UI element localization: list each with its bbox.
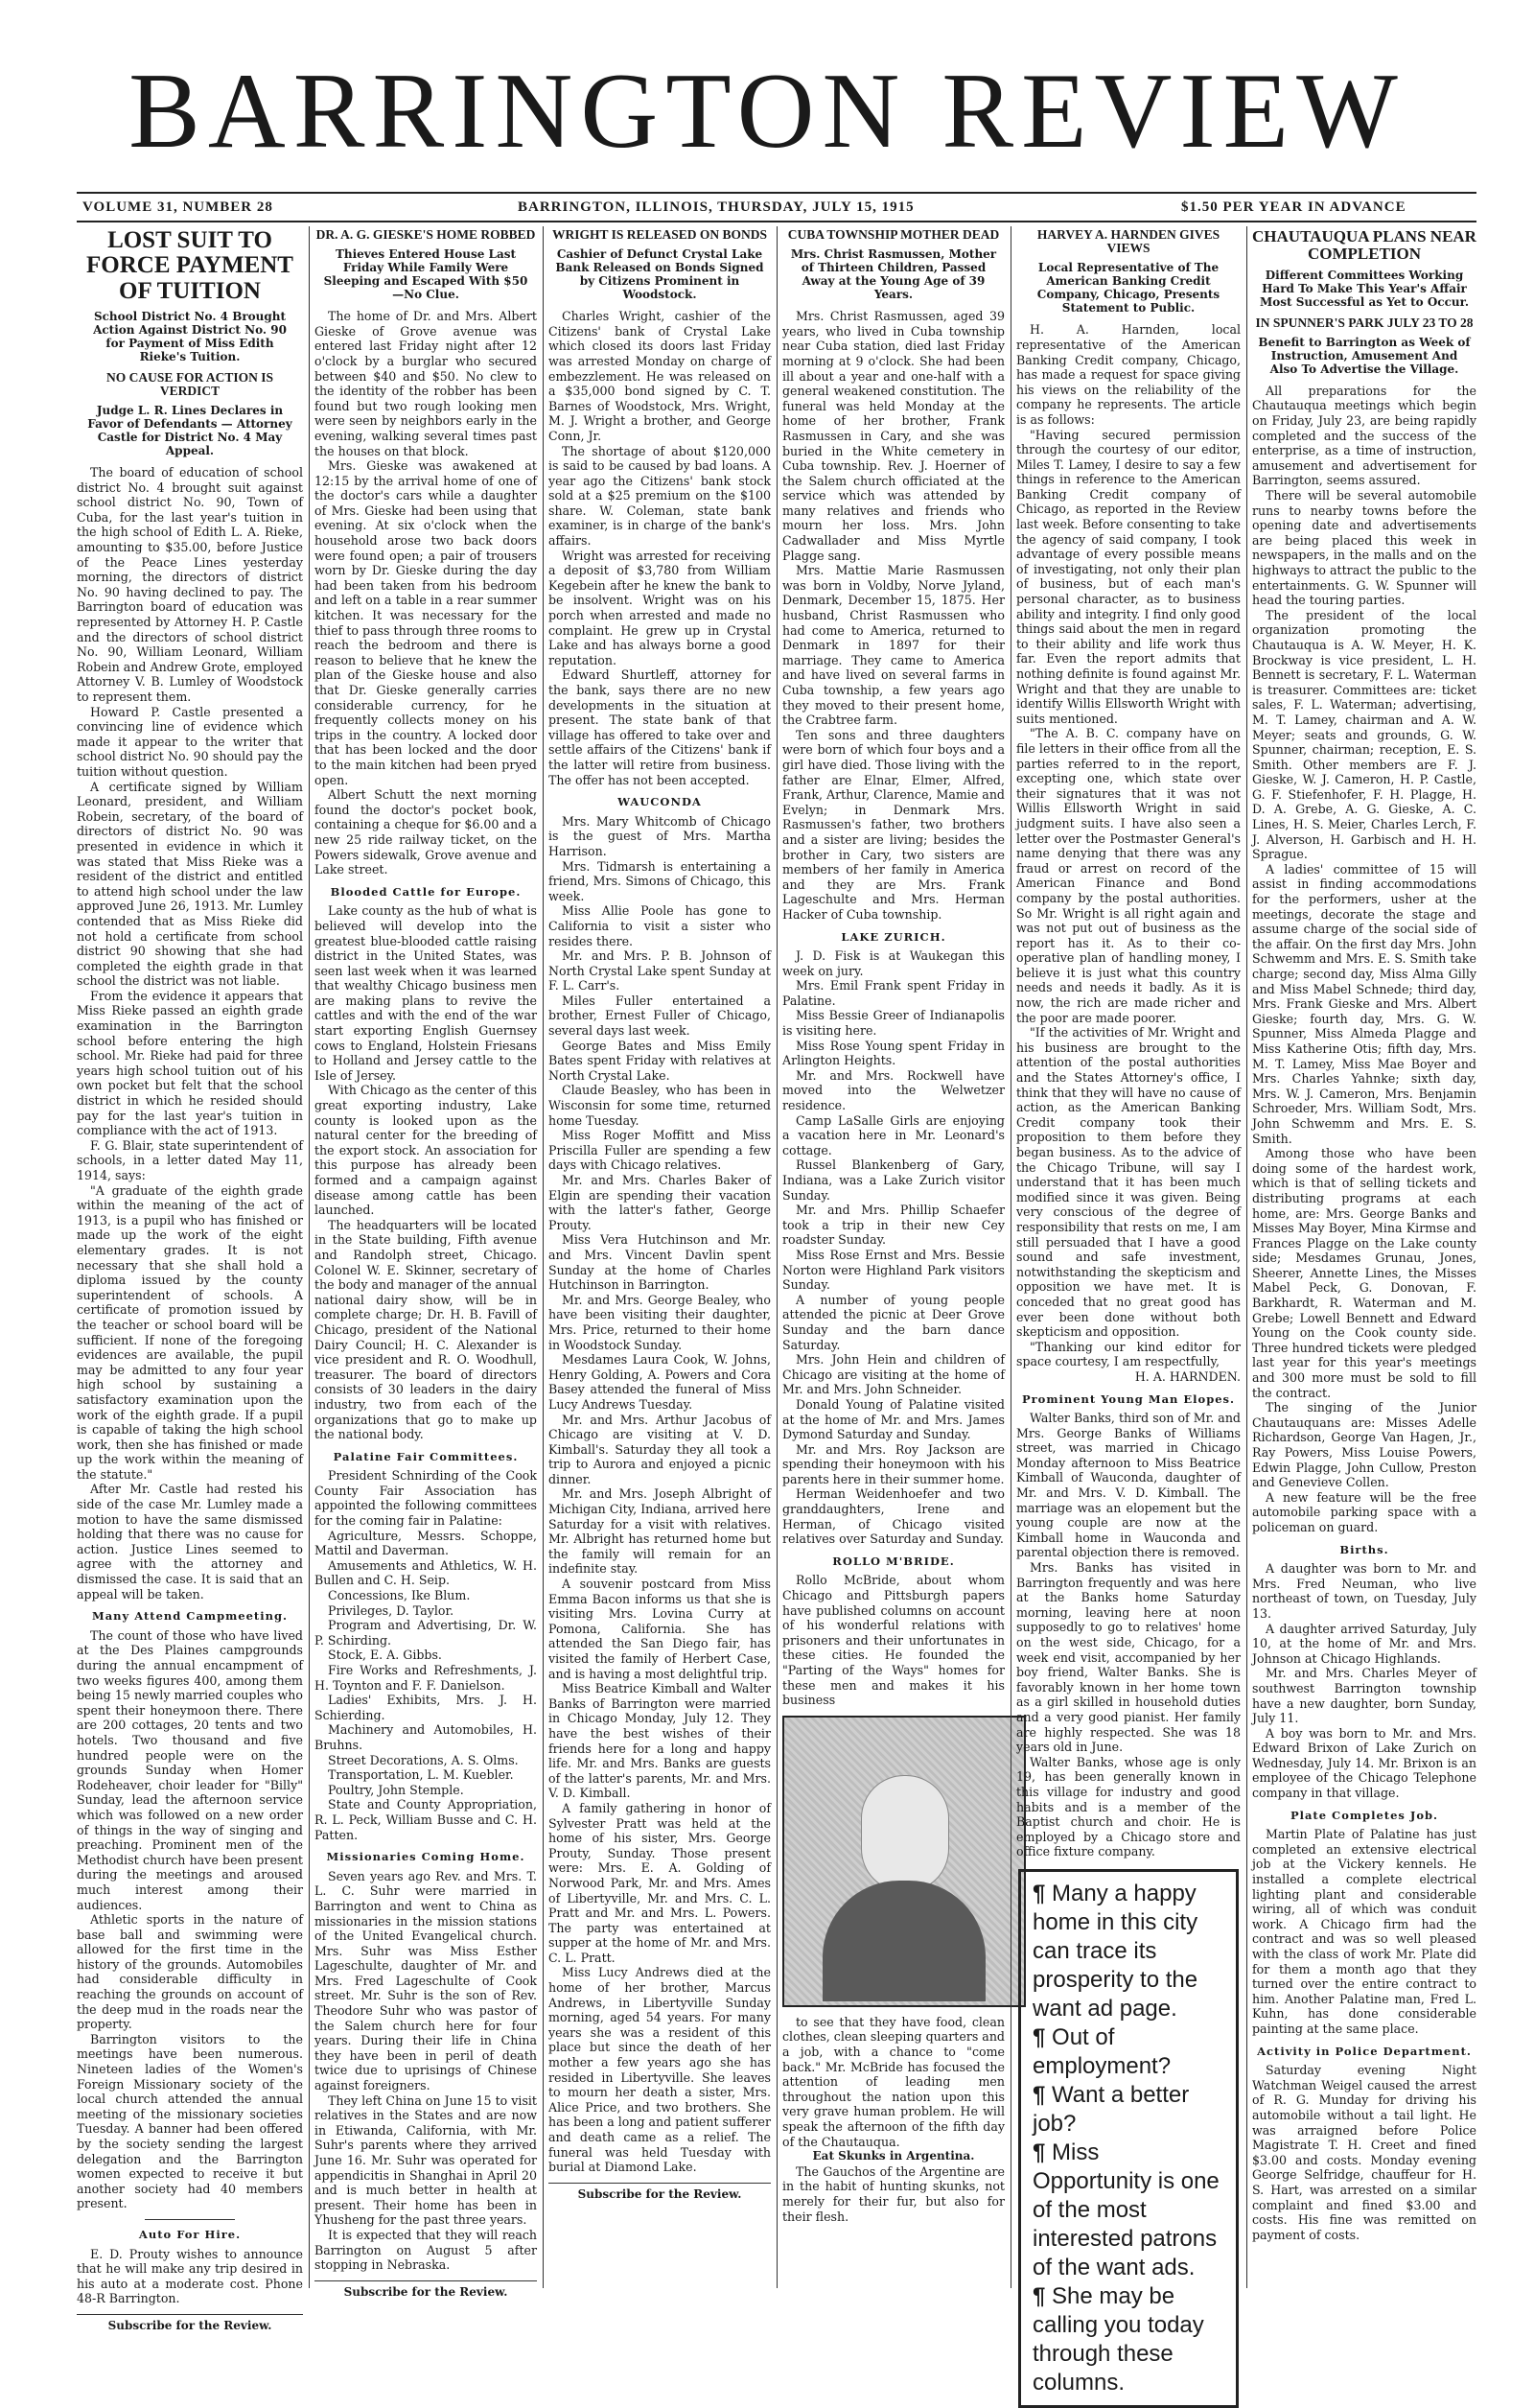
headline-verdict: NO CAUSE FOR ACTION IS VERDICT (105, 369, 274, 398)
paragraph: Walter Banks, third son of Mr. and Mrs. George Banks of Williams street, was married in Chicago Monday afternoon to Miss Beatrice Kimball of Wauconda, daughter of Mr. and Mrs. V. D. Kimball. The marriage was an elopement but the young couple are now at the Kimball home in Wauconda and parental objection there is removed. (1016, 1411, 1241, 1560)
paragraph: Lake county as the hub of what is believed will develop into the greatest blue-blooded cattle raising district in the United States, was seen last week when it was learned that wealthy Chicago business men are making plans to revive the cattles and with the end of the war start exporting English Guernsey cows to England, Holstein Friesans to Holland and Jersey cattle to the Isle of Jersey. (314, 903, 537, 1083)
subheading-wauconda: WAUCONDA (617, 795, 702, 809)
paragraph: A daughter was born to Mr. and Mrs. Fred Neuman, who live northeast of town, on Tuesday, July 13. (1252, 1561, 1476, 1621)
column-2 (314, 226, 537, 2299)
paragraph: Russel Blankenberg of Gary, Indiana, was a Lake Zurich visitor Sunday. (782, 1157, 1005, 1203)
paragraph: Miss Allie Poole has gone to California to visit a sister who resides there. (548, 903, 771, 948)
subheading-births: Births. (1339, 1542, 1389, 1556)
paragraph: Athletic sports in the nature of base ball and swimming were allowed for the first time in the history of the grounds. Automobiles had considerable difficulty in reaching the grounds on account of the deep mud in the roads near the property. (77, 1912, 303, 2032)
ad-line: ¶ Want a better job? (1033, 2081, 1190, 2137)
column-rule (777, 226, 778, 2288)
paragraph: Miss Vera Hutchinson and Mr. and Mrs. Vincent Davlin spent Sunday at the home of Charles Hutchinson in Barrington. (548, 1232, 771, 1293)
paragraph: Miss Roger Moffitt and Miss Priscilla Fuller are spending a few days with Chicago relatives. (548, 1128, 771, 1173)
paragraph: Miss Beatrice Kimball and Walter Banks of Barrington were married in Chicago Monday, July 12. They have the best wishes of their friends here for a long and happy life. Mr. and Mrs. Banks are guests of the latter's parents, Mr. and Mrs. V. D. Kimball. (548, 1681, 771, 1801)
paragraph: Mrs. Gieske was awakened at 12:15 by the arrival home of one of the doctor's cars while a daughter of Mrs. Gieske had been using that evening. At six o'clock when the household arose two back doors were found open; a pair of trousers worn by Dr. Gieske during the day had been taken from his bedroom and left on a table in a rear summer kitchen. It was necessary for the thief to pass through three rooms to reach the bedroom and there is reason to believe that he knew the plan of the Gieske house and also that Dr. Gieske generally carries considerable currency, for he frequently collects money on his trips in the country. A locked door that has been locked and the door to the main kitchen had been pryed open. (314, 458, 537, 787)
paragraph: Mrs. Mattie Marie Rasmussen was born in Voldby, Norve Jyland, Denmark, December 15, 1875. Her husband, Christ Rasmussen who had come to America, returned to Denmark in 1897 for their marriage. They came to America and have lived on several farms in Cuba township, a few years ago they moved to their present home, the Crabtree farm. (782, 563, 1005, 728)
paragraph: Street Decorations, A. S. Olms. (328, 1752, 519, 1767)
paragraph: Mr. and Mrs. Arthur Jacobus of Chicago are visiting at V. D. Kimball's. Saturday they all took a trip to Aurora and enjoyed a picnic dinner. (548, 1412, 771, 1486)
newspaper-title: BARRINGTON REVIEW (128, 52, 1406, 171)
portrait-photo (782, 1716, 1026, 2007)
column-5 (1016, 226, 1241, 2396)
paragraph: Mr. and Mrs. P. B. Johnson of North Crystal Lake spent Sunday at F. L. Carr's. (548, 948, 771, 994)
paragraph: The board of education of school district No. 4 brought suit against school district No. 90, Town of Cuba, for the last year's tuition in the high school of Edith L. A. Rieke, amounting to $35.00, before Justice of the Peace Lines yesterday morning, the directors of district No. 90 having declined to pay. The Barrington board of education was represented by Attorney H. P. Castle and the directors of school district No. 90, William Leonard, William Robein and Andrew Grote, employed Attorney V. B. Lumley of Woodstock to represent them. (77, 465, 303, 704)
paragraph: Mr. and Mrs. Roy Jackson are spending their honeymoon with his parents here in their summer home. (782, 1441, 1005, 1486)
paragraph: "If the activities of Mr. Wright and his business are brought to the attention of the postal authorities and the States Attorney's office, I think that they will have no cause of action, as the American Banking Credit company took their proposition to them before they began business. As to the advice of the Chicago Tribune, will say I understand that it has been much modified since it was given. Being very conscious of the degree of responsibility that rests on me, I am still persuaded that I have a good sound and safe investment, notwithstanding the skepticism and opposition we have met. It is conceded that no great good has ever been done without both skepticism and opposition. (1016, 1025, 1241, 1340)
paragraph: A souvenir postcard from Miss Emma Bacon informs us that she is visiting Mrs. Lovina Curry at Pomona, California. She has attended the San Diego fair, has visited the family of Herbert Case, and is having a most delightful trip. (548, 1577, 771, 1681)
column-rule (1246, 226, 1247, 2288)
paragraph: Walter Banks, whose age is only 19, has been generally known in this village for industry and good habits and is a member of the Baptist church and choir. He is employed by a Chicago store and office fixture company. (1016, 1754, 1241, 1859)
headline-gieske-robbery: DR. A. G. GIESKE'S HOME ROBBED (315, 227, 536, 242)
column-rule (543, 226, 544, 2288)
subheading-rollo-mcbride: ROLLO M'BRIDE. (832, 1554, 955, 1568)
paragraph: Mr. and Mrs. Charles Baker of Elgin are spending their vacation with the latter's father, George Prouty. (548, 1173, 771, 1232)
paragraph: The home of Dr. and Mrs. Albert Gieske of Grove avenue was entered last Friday night after 12 o'clock by a burglar who secured between $40 and $50. No clew to the identity of the robber has been found but two rough looking men were seen by neighbors early in the evening, walking several times past the houses on that block. (314, 309, 537, 458)
headline-tuition-suit: LOST SUIT TO FORCE PAYMENT OF TUITION (86, 227, 293, 304)
paragraph: A number of young people attended the picnic at Deer Grove Sunday and the barn dance Saturday. (782, 1292, 1005, 1352)
paragraph: H. A. Harnden, local representative of the American Banking Credit company, Chicago, has made a request for space giving his views on the reliability of the company he represents. The article is as follows: (1016, 322, 1241, 427)
dateline: BARRINGTON, ILLINOIS, THURSDAY, JULY 15, 1915 (518, 199, 915, 215)
paragraph: Mrs. Mary Whitcomb of Chicago is the guest of Mrs. Martha Harrison. (548, 813, 771, 858)
paragraph: The shortage of about $120,000 is said to be caused by bad loans. A year ago the Citizens' bank stock sold at a $25 premium on the $100 share. W. Coleman, state bank examiner, is in charge of the bank's affairs. (548, 443, 771, 549)
paragraph: "A graduate of the eighth grade within the meaning of the act of 1913, is a pupil who has finished or made up the work of the eight elementary grades. It is not necessary that she shall hold a diploma issued by the county superintendent of schools. A certificate of promotion issued by the teacher or school board will be sufficient. If none of the foregoing evidences are available, the pupil may be admitted to any four year high school by sustaining a satisfactory examination upon the work of the eighth grade. If a pupil is capable of taking the high school work, then she has finished or made up the work within the meaning of the statute." (77, 1182, 303, 1482)
paragraph: Concessions, Ike Blum. (328, 1588, 471, 1603)
paragraph: They left China on June 15 to visit relatives in the States and are now in Etiwanda, California, with Mr. Suhr's parents where they arrived June 16. Mr. Suhr was operated for appendicitis in Shanghai in April 20 and is much better in health at present. Their home has been in Yhusheng for the past three years. (314, 2092, 537, 2228)
paragraph: Agriculture, Messrs. Schoppe, Mattil and Daverman. (314, 1528, 537, 1558)
pilcrow-icon: ¶ (1033, 2139, 1046, 2165)
paragraph: Saturday evening Night Watchman Weigel caused the arrest of R. G. Munday for driving his automobile without a tail light. He was arraigned before Police Magistrate T. H. Creet and fined $3.00 and costs. Monday evening George Selfridge, chauffeur for H. S. Hart, was arrested on a similar complaint and fined $3.00 and costs. His fine was remitted on payment of costs. (1252, 2063, 1476, 2242)
deck-cuba-mother: Mrs. Christ Rasmussen, Mother of Thirteen Children, Passed Away at the Young Age of 39 Years. (790, 247, 997, 302)
news-columns (77, 226, 1476, 2396)
pilcrow-icon: ¶ (1033, 2081, 1046, 2108)
paragraph: A new feature will be the free automobile parking space with a policeman on guard. (1252, 1489, 1476, 1534)
paragraph: Among those who have been doing some of the hardest work, which is that of selling tickets and distributing programs at each home, are: Mrs. George Banks and Misses May Boyer, Mina Kirmse and Frances Plagge on the Lake county side; Mesdames Grunau, Jones, Sheerer, Annette Lines, the Misses Mabel Peck, G. Donovan, F. Barkhardt, R. Waterman and M. Grebe; Lowell Bennett and Edward Young on the Cook county side. Three hundred tickets were pledged last year for this year's meetings and 300 more must be sold to fill the contract. (1252, 1146, 1476, 1400)
paragraph: George Bates and Miss Emily Bates spent Friday with relatives at North Crystal Lake. (548, 1038, 771, 1083)
paragraph: The count of those who have lived at the Des Plaines campgrounds during the annual encampment of two weeks figures 400, among them being 15 newly married couples who spent their honeymoon there. There are 200 cottages, 20 tents and two hotels. Two thousand and five hundred people were on the grounds Sunday when Homer Rodeheaver, choir leader for "Billy" Sunday, lead the afternoon service which was followed on a new order of things in the way of singing and preaching. Prominent men of the Methodist church have been present during the meetings and aroused much interest among their audiences. (77, 1627, 303, 1912)
paragraph: It is expected that they will reach Barrington on August 5 after stopping in Nebraska. (314, 2227, 537, 2273)
subheading-police: Activity in Police Department. (1257, 2044, 1472, 2058)
masthead-rule-bottom (77, 221, 1476, 222)
paragraph: The president of the local organization promoting the Chautauqua is A. W. Meyer, H. K. Brockway is vice president, L. H. Bennett is secretary, F. L. Waterman is treasurer. Committees are: ticket sales, F. L. Waterman; advertising, M. T. Lamey, chairman and A. W. Meyer; seats and grounds, G. W. Spunner, chairman; reception, E. S. Smith. Other members are F. J. Gieske, W. J. Cameron, H. P. Castle, G. F. Stiefenhofer, F. H. Plagge, H. D. A. Grebe, A. G. Gieske, A. C. Lines, H. S. Meier, Charles Lerch, F. J. Alverson, H. Garbisch and H. H. Sprague. (1252, 607, 1476, 862)
paragraph: The headquarters will be located in the State building, Fifth avenue and Randolph street, Chicago. Colonel W. E. Skinner, secretary of the body and manager of the annual national dairy show, will be in complete charge; Dr. H. B. Favill of Chicago, president of the National Dairy Council; H. C. Alexander is vice president and R. O. Woodhull, treasurer. The board of directors consists of 30 leaders in the dairy industry, two from each of the organizations that go to make up the national body. (314, 1217, 537, 1442)
paragraph: "Having secured permission through the courtesy of our editor, Miles T. Lamey, I desire to say a few things in reference to the American Banking Credit company of Chicago, as reported in the Review last week. Before consenting to take the agency of said company, I took advantage of every possible means of investigating, not only their plan of business, but of each man's personal character, as to business ability and integrity. I find only good things said about the men in regard to their ability and life work thus far. Even the report admits that nothing definite is found against Mr. Wright and that they are unable to identify Willis Ellsworth Wright with suits mentioned. (1016, 427, 1241, 726)
paragraph: State and County Appropriation, R. L. Peck, William Busse and C. H. Patten. (314, 1797, 537, 1842)
deck-tuition-suit: School District No. 4 Brought Action Against District No. 90 for Payment of Miss Edith Rieke's Tuition. (93, 309, 287, 363)
paragraph: From the evidence it appears that Miss Rieke passed an eighth grade examination in the Barrington school before entering the high school. Mr. Rieke had paid for three years high school tuition out of his own pocket but felt that the school district in which he resided should pay for the last year's tuition in compliance with the act of 1913. (77, 988, 303, 1138)
paragraph: J. D. Fisk is at Waukegan this week on jury. (782, 948, 1005, 978)
paragraph: Ten sons and three daughters were born of which four boys and a girl have died. Those living with the father are Elnar, Elmer, Alfred, Frank, Arthur, Clarence, Mamie and Evelyn; in Denmark Mrs. Rasmussen's father, two brothers and a sister are living; besides the brother in Cary, two sisters are members of her family in America and they are Mrs. Frank Lageschulte and Mrs. Herman Hacker of Cuba township. (782, 727, 1005, 922)
paragraph: "Thanking our kind editor for space courtesy, I am respectfully, (1016, 1339, 1241, 1369)
paragraph: "The A. B. C. company have on file letters in their office from all the parties referred to in the report, excepting one, which state over their signatures that it was not Willis Ellsworth Wright in said judgment suits. I have also seen a letter over the Postmaster General's name denying that there was any fraud or arrest on record of the American Finance and Bond company by the postal authorities. So Mr. Wright is all right again and was not put out of business as the report has it. As to their co-operative plan of handling money, I believe it is just what this country needs and needs it badly. As it is now, the rich are made richer and the poor are made poorer. (1016, 726, 1241, 1025)
paragraph: Howard P. Castle presented a convincing line of evidence which made it appear to the writer that school district No. 90 should pay the tuition without question. (77, 704, 303, 779)
column-4 (782, 226, 1005, 2288)
paragraph: Camp LaSalle Girls are enjoying a vacation here in Mr. Leonard's cottage. (782, 1112, 1005, 1157)
headline-cuba-mother: CUBA TOWNSHIP MOTHER DEAD (787, 227, 1000, 242)
ad-line: ¶ She may be calling you today through these columns. (1033, 2282, 1204, 2396)
masthead (0, 0, 1534, 192)
headline-harnden-views: HARVEY A. HARNDEN GIVES VIEWS (1036, 227, 1220, 256)
column-1 (77, 226, 303, 2332)
paragraph: Amusements and Athletics, W. H. Bullen and C. H. Seip. (314, 1557, 537, 1588)
paragraph: Mrs. Tidmarsh is entertaining a friend, Mrs. Simons of Chicago, this week. (548, 858, 771, 903)
column-rule (309, 226, 310, 2288)
paragraph: E. D. Prouty wishes to announce that he will make any trip desired in his auto at a moderate cost. Phone 48-R Barrington. (77, 2246, 303, 2306)
paragraph: Transportation, L. M. Kuebler. (328, 1767, 514, 1783)
deck-wright-released: Cashier of Defunct Crystal Lake Bank Released on Bonds Signed by Citizens Prominent in Woodstock. (555, 247, 764, 302)
headline-wright-released: WRIGHT IS RELEASED ON BONDS (551, 227, 768, 242)
paragraph: Mrs. Christ Rasmussen, aged 39 years, who lived in Cuba township near Cuba station, died last Friday morning at 9 o'clock. She had been ill about a year and one-half with a general weakened constitution. The funeral was held Monday at the home of her brother, Frank Rasmussen in Cary, and she was buried in the White cemetery in Cuba township. Rev. J. Hoerner of the Salem church officiated at the service which was attended by many relatives and friends who mourn her loss. Mrs. John Cadwallader and Miss Myrtle Plagge sang. (782, 309, 1005, 563)
paragraph: Rollo McBride, about whom Chicago and Pittsburgh papers have published columns on account of his wonderful relations with prisoners and their unfortunates in these cities. He founded the "Parting of the Ways" homes for these men and makes it his business (782, 1573, 1005, 1708)
paragraph: A certificate signed by William Leonard, president, and William Robein, secretary, of the board of directors of district No. 90 was presented in evidence in which it was stated that Miss Rieke was a resident of the district and entitled to attend high school under the law approved June 26, 1913. Mr. Lumley contended that as Miss Rieke did not hold a certificate from school district 90 showing that she had completed the eighth grade in that school the district was not liable. (77, 779, 303, 989)
subheading-blooded-cattle: Blooded Cattle for Europe. (330, 884, 522, 899)
paragraph: Miss Rose Ernst and Mrs. Bessie Norton were Highland Park visitors Sunday. (782, 1247, 1005, 1293)
ad-line: ¶ Out of employment? (1033, 2023, 1172, 2079)
paragraph: Albert Schutt the next morning found the doctor's pocket book, containing a cheque for $6.00 and a new 25 ride railway ticket, on the Powers sidewalk, Grove avenue and Lake street. (314, 787, 537, 877)
subheading-fair-committees: Palatine Fair Committees. (333, 1449, 519, 1463)
paragraph: Fire Works and Refreshments, J. H. Toynton and F. F. Danielson. (314, 1663, 537, 1693)
subscribe-notice: Subscribe for the Review. (314, 2280, 537, 2301)
subheading-elopement: Prominent Young Man Elopes. (1021, 1391, 1236, 1406)
paragraph: A ladies' committee of 15 will assist in finding accommodations for the performers, usher at the meetings, decorate the stage and assume charge of the social side of the affair. On the first day Mrs. John Schwemm and Mrs. E. S. Smith take charge; second day, Miss Alma Gilly and Miss Mabel Schnede; third day, Mrs. Frank Gieske and Mrs. Albert Gieske; fourth day, Mrs. G. W. Spunner, Miss Almeda Plagge and Miss Katherine Otis; fifth day, Mrs. M. T. Lamey, Miss Mae Boyer and Mrs. Charles Yahnke; sixth day, Mrs. W. J. Cameron, Mrs. Benjamin Schroeder, Mrs. William Sodt, Mrs. John Schwemm and Mrs. E. S. Smith. (1252, 861, 1476, 1146)
ad-line: ¶ Miss Opportunity is one of the most interested patrons of the want ads. (1033, 2139, 1220, 2280)
subheading-plate-job: Plate Completes Job. (1290, 1808, 1439, 1822)
subheading-campmeeting: Many Attend Campmeeting. (92, 1609, 288, 1624)
paragraph: Edward Shurtleff, attorney for the bank, says there are no new developments in the situation at present. The state bank of that village has offered to take over and settle affairs of the Citizens' bank if the latter will retire from business. The offer has not been accepted. (548, 667, 771, 787)
subscribe-notice: Subscribe for the Review. (548, 2183, 771, 2203)
paragraph: Donald Young of Palatine visited at the home of Mr. and Mrs. James Dymond Saturday and Sunday. (782, 1396, 1005, 1442)
separator (145, 2219, 235, 2220)
paragraph: A daughter arrived Saturday, July 10, at the home of Mr. and Mrs. Johnson at Chicago Highlands. (1252, 1621, 1476, 1666)
portrait-body (823, 1881, 986, 2001)
paragraph: Miles Fuller entertained a brother, Ernest Fuller of Chicago, several days last week. (548, 993, 771, 1039)
portrait-face (861, 1775, 949, 1892)
paragraph: Charles Wright, cashier of the Citizens' bank of Crystal Lake which closed its doors last Friday was arrested Monday on charge of embezzlement. He was released on a $35,000 bond signed by C. T. Barnes of Woodstock, Mrs. Wright, M. J. Wright a brother, and George Conn, Jr. (548, 309, 771, 443)
paragraph: Seven years ago Rev. and Mrs. T. L. C. Suhr were married in Barrington and went to China as missionaries in the mission stations of the United Evangelical church. Mrs. Suhr was Miss Esther Lageschulte, daughter of Mr. and Mrs. Fred Lageschulte of Cook street. Mr. Suhr is the son of Rev. Theodore Suhr who was pastor of the Salem church here for four years. During their life in China they have been in peril of death twice due to uprisings of Chinese against foreigners. (314, 1868, 537, 2093)
subscription-price: $1.50 PER YEAR IN ADVANCE (1181, 199, 1406, 215)
paragraph: Barrington visitors to the meetings have been numerous. Nineteen ladies of the Women's Foreign Missionary society of the local church attended the annual meeting of the missionary societies Tuesday. A banner had been offered by the society sending the largest delegation and the Barrington women expected to receive it but another society had 40 members present. (77, 2031, 303, 2211)
paragraph: The singing of the Junior Chautauquans are: Misses Adelle Richardson, George Van Hagen, Jr., Ray Powers, Miss Louise Powers, Edwin Plagge, John Cullow, Preston and Genevieve Collen. (1252, 1400, 1476, 1490)
paragraph: The Gauchos of the Argentine are in the habit of hunting skunks, not merely for their fur, but also for their flesh. (782, 2163, 1005, 2224)
ad-line: ¶ Many a happy home in this city can trace its prosperity to the want ad page. (1033, 1880, 1198, 2022)
paragraph: Ladies' Exhibits, Mrs. J. H. Schierding. (314, 1693, 537, 1722)
paragraph: Mrs. Emil Frank spent Friday in Palatine. (782, 978, 1005, 1008)
deck-spunners-park: Benefit to Barrington as Week of Instruction, Amusement And Also To Advertise the Village. (1258, 335, 1471, 376)
paragraph: There will be several automobile runs to nearby towns before the opening date and advertisements are being placed this week in newspapers, in the malls and on the highways to attract the public to the entertainments. G. W. Spunner will head the touring parties. (1252, 488, 1476, 608)
paragraph: Miss Bessie Greer of Indianapolis is visiting here. (782, 1008, 1005, 1039)
masthead-rule-top (77, 192, 1476, 194)
paragraph: Stock, E. A. Gibbs. (328, 1648, 442, 1663)
paragraph: Poultry, John Stemple. (328, 1782, 464, 1797)
volume-number: VOLUME 31, NUMBER 28 (82, 199, 273, 215)
paragraph: Claude Beasley, who has been in Wisconsin for some time, returned home Tuesday. (548, 1083, 771, 1128)
paragraph: Privileges, D. Taylor. (328, 1602, 454, 1618)
signature: H. A. HARNDEN. (1134, 1368, 1241, 1384)
paragraph: Miss Lucy Andrews died at the home of her brother, Marcus Andrews, in Libertyville Sunday morning, aged 54 years. For many years she was a resident of this place but since the death of her mother a few years ago she has resided in Libertyville. She leaves to mourn her death a sister, Mrs. Alice Price, and two brothers. She has been a long and patient sufferer and death came as a relief. The funeral was held Tuesday with burial at Diamond Lake. (548, 1965, 771, 2175)
subheading-auto-for-hire: Auto For Hire. (138, 2227, 242, 2241)
pilcrow-icon: ¶ (1033, 2282, 1046, 2309)
paragraph: Mr. and Mrs. George Bealey, who have been visiting their daughter, Mrs. Price, returned to their home in Woodstock Sunday. (548, 1292, 771, 1352)
column-3 (548, 226, 771, 2288)
paragraph: A family gathering in honor of Sylvester Pratt was held at the home of his sister, Mrs. George Prouty, Sunday. Those present were: Mrs. E. A. Golding of Norwood Park, Mr. and Mrs. Ames of Libertyville, Mr. and Mrs. C. L. Pratt and Mr. and Mrs. L. Powers. The party was entertained at supper at the home of Mr. and Mrs. C. L. Pratt. (548, 1800, 771, 1965)
deck-verdict: Judge L. R. Lines Declares in Favor of Defendants — Attorney Castle for District No. 4 May Appeal. (87, 404, 292, 458)
paragraph: Martin Plate of Palatine has just completed an extensive electrical job at the Vickery kennels. He installed a complete electrical lighting plant and considerable wiring, all of which was conduit work. A Chicago firm had the contract and was so well pleased with the class of work Mr. Plate did for them a month ago that they turned over the entire contract to him. Another Palatine man, Fred L. Kuhn, has done considerable painting at the same place. (1252, 1827, 1476, 2036)
deck-chautauqua: Different Committees Working Hard To Make This Year's Affair Most Successful as Yet to Occur. (1259, 268, 1470, 309)
subheading-lake-zurich: LAKE ZURICH. (841, 929, 946, 944)
paragraph: Miss Rose Young spent Friday in Arlington Heights. (782, 1038, 1005, 1068)
paragraph: Mr. and Mrs. Joseph Albright of Michigan City, Indiana, arrived here Saturday for a visit with relatives. Mr. Albright has returned home but the family will remain for an indefinite stay. (548, 1486, 771, 1577)
paragraph: All preparations for the Chautauqua meetings which begin on Friday, July 23, are being rapidly completed and the success of the enterprise, as a time of instruction, amusement and advertisement for Barrington, seems assured. (1252, 383, 1476, 488)
paragraph: Mrs. Banks has visited in Barrington frequently and was here at the Banks home Saturday morning, leaving here at noon supposedly to go to relatives' home on the west side, Chicago, for a week end visit, accompanied by her boy friend, Walter Banks. She is favorably known in her home town as a girl skilled in household duties and a very good pianist. Her family are highly respected. She was 18 years old in June. (1016, 1560, 1241, 1755)
paragraph: Mr. and Mrs. Charles Meyer of southwest Barrington township have a new daughter, born Sunday, July 11. (1252, 1666, 1476, 1726)
pilcrow-icon: ¶ (1033, 1880, 1046, 1906)
subscribe-notice: Subscribe for the Review. (77, 2314, 303, 2334)
paragraph: Machinery and Automobiles, H. Bruhns. (314, 1722, 537, 1752)
paragraph: After Mr. Castle had rested his side of the case Mr. Lumley made a motion to have the same dismissed holding that there was no cause for action. Justice Lines seemed to agree with the attorney and dismissed the case. It is said that an appeal will be taken. (77, 1482, 303, 1601)
want-ad-box (1018, 1869, 1239, 2408)
paragraph: Herman Weidenhoefer and two granddaughters, Irene and Herman, of Chicago visited relatives over Saturday and Sunday. (782, 1486, 1005, 1547)
paragraph: Mesdames Laura Cook, W. Johns, Henry Golding, A. Powers and Cora Basey attended the funeral of Miss Lucy Andrews Tuesday. (548, 1352, 771, 1412)
paragraph: With Chicago as the center of this great exporting industry, Lake county is looked upon as the natural center for the breeding of the export stock. An association for this purpose has already been formed and a campaign against disease among cattle has been launched. (314, 1083, 537, 1218)
paragraph: Mrs. John Hein and children of Chicago are visiting at the home of Mr. and Mrs. John Schneider. (782, 1352, 1005, 1397)
article-body (77, 465, 303, 1601)
subheading-missionaries: Missionaries Coming Home. (326, 1850, 525, 1864)
pilcrow-icon: ¶ (1033, 2023, 1046, 2050)
headline-spunners-park: IN SPUNNER'S PARK JULY 23 TO 28 (1255, 315, 1474, 330)
subheading-skunks: Eat Skunks in Argentina. (812, 2149, 975, 2163)
deck-harnden-views: Local Representative of The American Banking Credit Company, Chicago, Presents Statement to Public. (1036, 261, 1220, 316)
paragraph: F. G. Blair, state superintendent of schools, in a letter dated May 11, 1914, says: (77, 1137, 303, 1182)
paragraph: Program and Advertising, Dr. W. P. Schirding. (314, 1618, 537, 1648)
headline-chautauqua: CHAUTAUQUA PLANS NEAR COMPLETION (1252, 227, 1476, 263)
column-6 (1252, 226, 1476, 2288)
paragraph: to see that they have food, clean clothes, clean sleeping quarters and a job, with a chance to "come back." Mr. McBride has focused the attention of leading men throughout the nation upon this very grave human problem. He will speak the afternoon of the fifth day of the Chautauqua. (782, 2014, 1005, 2149)
paragraph: Wright was arrested for receiving a deposit of $3,780 from William Kegebein after he knew the bank to be insolvent. Wright was on his porch when arrested and made no complaint. He grew up in Crystal Lake and has always borne a good reputation. (548, 548, 771, 667)
paragraph: Mr. and Mrs. Phillip Schaefer took a trip in their new Cey roadster Sunday. (782, 1203, 1005, 1248)
paragraph: President Schnirding of the Cook County Fair Association has appointed the following committees for the coming fair in Palatine: (314, 1468, 537, 1529)
paragraph: A boy was born to Mr. and Mrs. Edward Brixon of Lake Zurich on Wednesday, July 14. Mr. Brixon is an employee of the Chicago Telephone company in that village. (1252, 1725, 1476, 1801)
deck-gieske-robbery: Thieves Entered House Last Friday While Family Were Sleeping and Escaped With $50—No Clue. (323, 247, 528, 302)
paragraph: Mr. and Mrs. Rockwell have moved into the Welwetzer residence. (782, 1067, 1005, 1113)
